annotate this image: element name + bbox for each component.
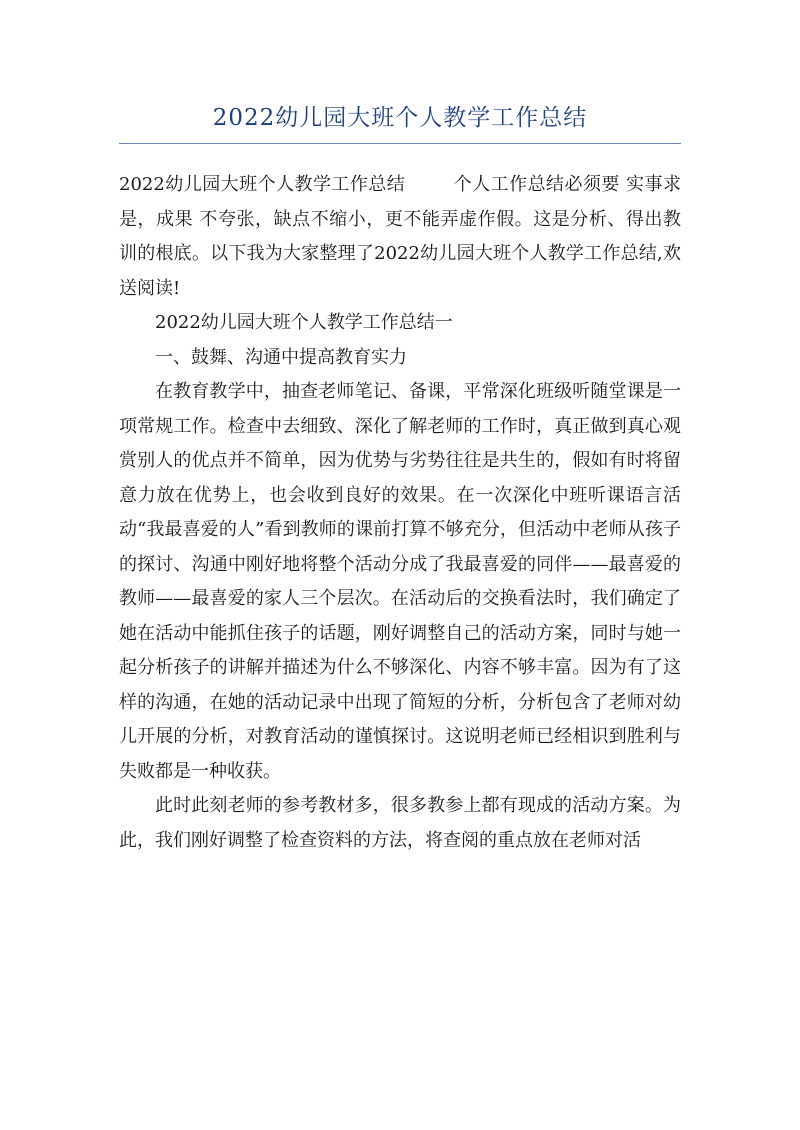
intro-text: 个人工作总结必须要 实事求是，成果 不夸张，缺点不缩小，更不能弄虚作假。这是分析、得出教训的根底。以下我为大家整理了2022幼儿园大班个人教学工作总结,欢送阅读!: [119, 174, 681, 299]
document-title: 2022幼儿园大班个人教学工作总结: [212, 105, 588, 131]
title-underline: [119, 143, 681, 144]
body-paragraph-2: 此时此刻老师的参考教材多，很多教参上都有现成的活动方案。为此，我们刚好调整了检查资料的方法，将查阅的重点放在老师对活: [119, 795, 681, 851]
intro-lead: 2022幼儿园大班个人教学工作总结: [119, 174, 406, 195]
subheading: 一、鼓舞、沟通中提高教育实力: [155, 346, 407, 368]
section-heading: 2022幼儿园大班个人教学工作总结一: [155, 312, 453, 333]
body-paragraph-1: 在教育教学中，抽查老师笔记、备课，平常深化班级听随堂课是一项常规工作。检查中去细致、深化了解老师的工作时，真正做到真心观赏别人的优点并不简单，因为优势与劣势往往是共生的，假如有时将留意力放在优势上，也会收到良好的效果。在一次深化中班听课语言活动“我最喜爱的人”看到教师的课前打算不够充分，但活动中老师从孩子的探讨、沟通中刚好地将整个活动分成了我最喜爱的同伴——最喜爱的教师——最喜爱的家人三个层次。在活动后的交换看法时，我们确定了她在活动中能抓住孩子的话题，刚好调整自己的活动方案，同时与她一起分析孩子的讲解并描述为什么不够深化、内容不够丰富。因为有了这样的沟通，在她的活动记录中出现了简短的分析，分析包含了老师对幼儿开展的分析，对教育活动的谨慎探讨。这说明老师已经相识到胜利与失败都是一种收获。: [119, 381, 681, 782]
intro-paragraph: [119, 168, 681, 306]
document-body: [119, 168, 681, 858]
